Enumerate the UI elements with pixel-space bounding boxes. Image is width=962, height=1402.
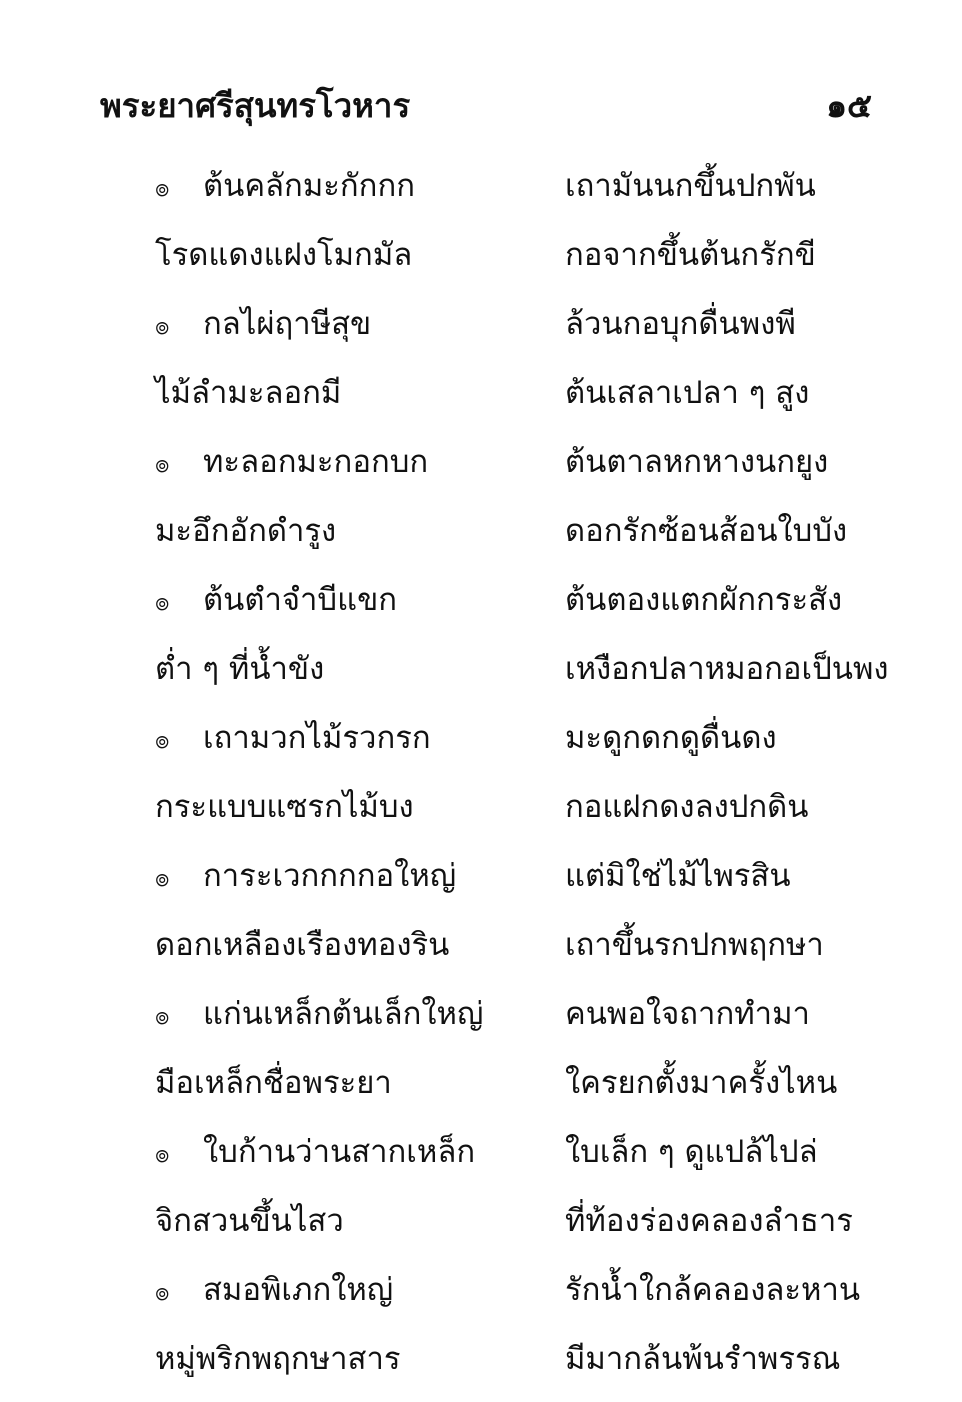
second-hemistich: เถามันนกขึ้นปกพัน <box>565 168 816 204</box>
first-hemistich: กระแบบแซรกไม้บง <box>155 789 414 825</box>
poem-body <box>155 160 895 1402</box>
verse-line <box>155 1057 895 1126</box>
second-hemistich: รักน้ำใกล้คลองละหาน <box>565 1272 861 1308</box>
hemistich-text: กลไผ่ฤาษีสุข <box>203 306 372 342</box>
verse-line <box>155 574 895 643</box>
first-hemistich: มะอึกอักดำรูง <box>155 513 337 549</box>
verse-line <box>155 1126 895 1195</box>
hemistich-text: แก่นเหล็กต้นเล็กใหญ่ <box>203 996 484 1032</box>
verse-line <box>155 1195 895 1264</box>
running-title: พระยาศรีสุนทรโวหาร <box>100 86 411 125</box>
hemistich-text: ต้นคลักมะกักกก <box>203 168 415 204</box>
stanza <box>155 988 895 1126</box>
first-hemistich <box>155 298 371 352</box>
hemistich-text: ใบก้านว่านสากเหล็ก <box>203 1134 476 1170</box>
hemistich-text: สมอพิเภกใหญ่ <box>203 1272 394 1308</box>
stanza <box>155 712 895 850</box>
first-hemistich <box>155 712 431 766</box>
first-hemistich <box>155 436 428 490</box>
hemistich-text: การะเวกกกกอใหญ่ <box>203 858 457 894</box>
page-number: ๑๕ <box>826 86 872 125</box>
first-hemistich: มือเหล็กชื่อพระยา <box>155 1065 392 1101</box>
stanza-marker: ๏ <box>155 864 170 892</box>
stanza <box>155 1264 895 1402</box>
stanza-marker: ๏ <box>155 312 170 340</box>
stanza <box>155 436 895 574</box>
stanza <box>155 160 895 298</box>
stanza <box>155 1126 895 1264</box>
first-hemistich <box>155 1264 393 1318</box>
verse-line <box>155 712 895 781</box>
verse-line <box>155 1264 895 1333</box>
stanza-marker: ๏ <box>155 1002 170 1030</box>
stanza-marker: ๏ <box>155 588 170 616</box>
stanza-marker: ๏ <box>155 450 170 478</box>
verse-line <box>155 1333 895 1402</box>
stanza-marker: ๏ <box>155 1140 170 1168</box>
first-hemistich: ต่ำ ๆ ที่น้ำขัง <box>155 651 325 687</box>
first-hemistich: ไม้ลำมะลอกมี <box>155 375 342 411</box>
first-hemistich <box>155 850 456 904</box>
verse-line <box>155 988 895 1057</box>
verse-line <box>155 298 895 367</box>
second-hemistich: มีมากล้นพ้นรำพรรณ <box>565 1341 841 1377</box>
second-hemistich: เหงือกปลาหมอกอเป็นพง <box>565 651 889 687</box>
first-hemistich <box>155 1126 475 1180</box>
second-hemistich: ล้วนกอบุกดื่นพงพี <box>565 306 796 342</box>
hemistich-text: เถามวกไม้รวกรก <box>203 720 431 756</box>
stanza-marker: ๏ <box>155 726 170 754</box>
first-hemistich <box>155 574 397 628</box>
first-hemistich: โรดแดงแฝงโมกมัล <box>155 237 413 273</box>
first-hemistich: จิกสวนขึ้นไสว <box>155 1203 344 1239</box>
first-hemistich <box>155 160 415 214</box>
hemistich-text: ต้นตำจำบีแขก <box>203 582 398 618</box>
verse-line <box>155 229 895 298</box>
second-hemistich: ต้นเสลาเปลา ๆ สูง <box>565 375 810 411</box>
second-hemistich: กอจากขึ้นต้นกรักขี <box>565 237 816 273</box>
second-hemistich: ที่ท้องร่องคลองลำธาร <box>565 1203 853 1239</box>
verse-line <box>155 919 895 988</box>
second-hemistich: ต้นตาลหกหางนกยูง <box>565 444 829 480</box>
second-hemistich: ต้นตองแตกผักกระสัง <box>565 582 843 618</box>
second-hemistich: ใครยกตั้งมาครั้งไหน <box>565 1065 838 1101</box>
second-hemistich: คนพอใจถากทำมา <box>565 996 810 1032</box>
second-hemistich: กอแฝกดงลงปกดิน <box>565 789 809 825</box>
second-hemistich: ใบเล็ก ๆ ดูแปล้ไปล่ <box>565 1134 818 1170</box>
stanza <box>155 298 895 436</box>
first-hemistich: หมู่พริกพฤกษาสาร <box>155 1341 401 1377</box>
hemistich-text: ทะลอกมะกอกบก <box>203 444 429 480</box>
verse-line <box>155 436 895 505</box>
verse-line <box>155 160 895 229</box>
second-hemistich: เถาขึ้นรกปกพฤกษา <box>565 927 824 963</box>
stanza <box>155 574 895 712</box>
stanza-marker: ๏ <box>155 1278 170 1306</box>
stanza <box>155 850 895 988</box>
second-hemistich: ดอกรักซ้อนส้อนใบบัง <box>565 513 848 549</box>
verse-line <box>155 505 895 574</box>
verse-line <box>155 781 895 850</box>
verse-line <box>155 643 895 712</box>
first-hemistich: ดอกเหลืองเรืองทองริน <box>155 927 450 963</box>
second-hemistich: แต่มิใช่ไม้ไพรสิน <box>565 858 791 894</box>
verse-line <box>155 367 895 436</box>
first-hemistich <box>155 988 483 1042</box>
stanza-marker: ๏ <box>155 174 170 202</box>
second-hemistich: มะดูกดกดูดื่นดง <box>565 720 777 756</box>
verse-line <box>155 850 895 919</box>
